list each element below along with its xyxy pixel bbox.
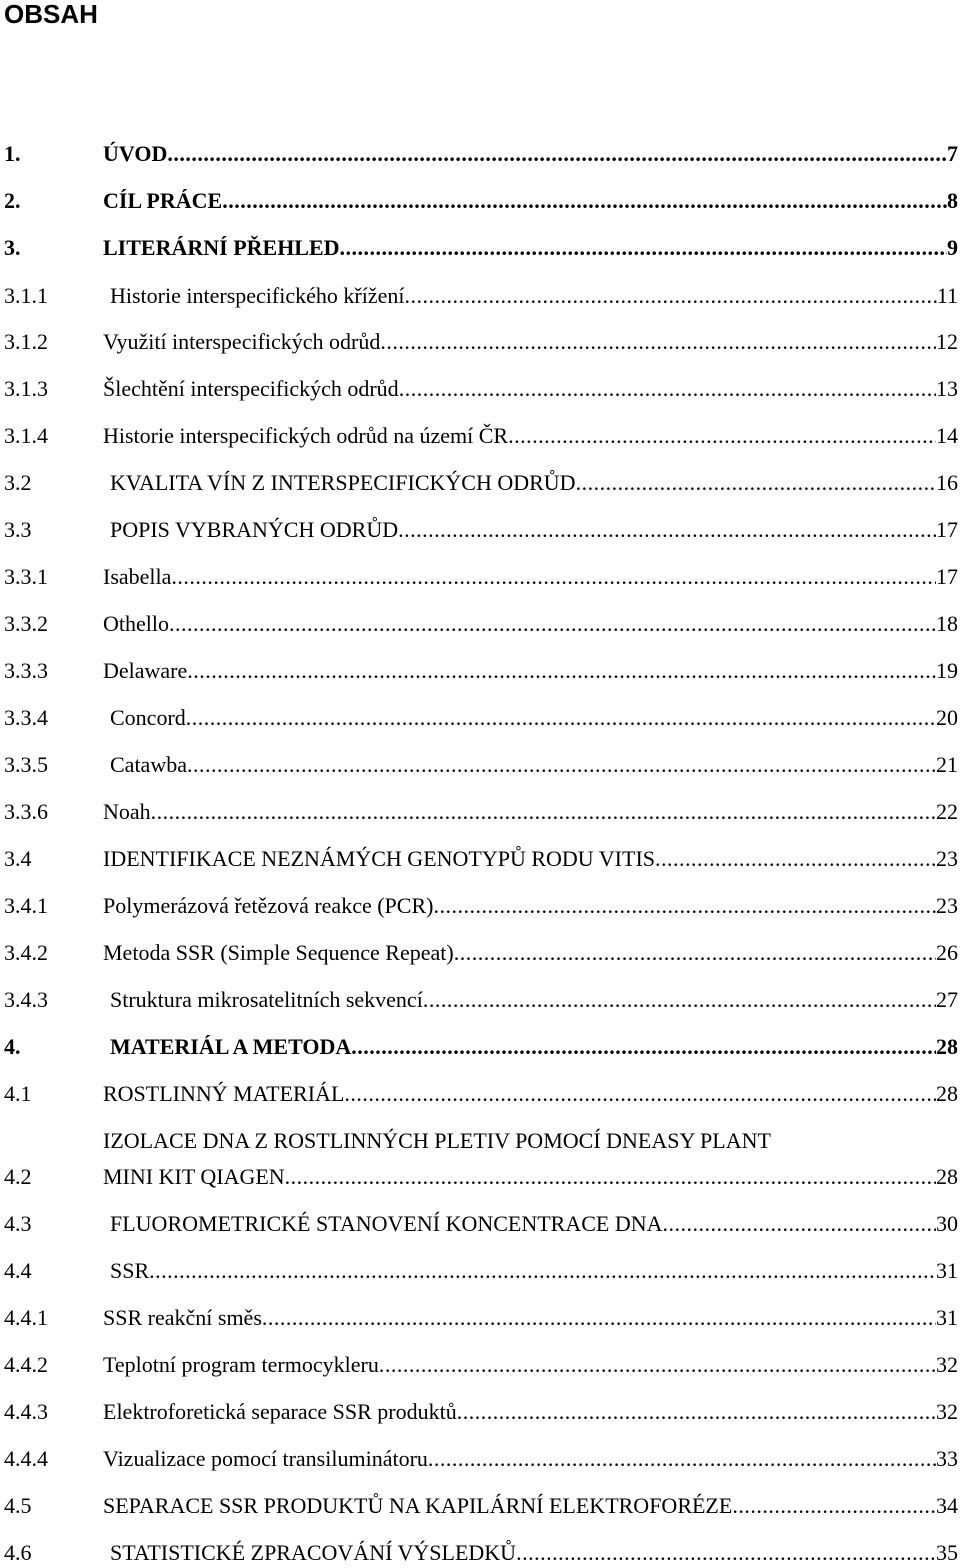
toc-entry-title: Isabella <box>103 564 172 589</box>
toc-entry[interactable] <box>0 703 960 733</box>
toc-entry-page: 14 <box>936 423 958 448</box>
toc-entry-title: Historie interspecifického křížení <box>110 283 405 308</box>
toc-entry-title: Noah <box>103 799 151 824</box>
toc-entry-number: 4.3 <box>4 1211 32 1236</box>
toc-dot-leader <box>151 797 936 827</box>
toc-entry-number: 3.3.2 <box>4 611 48 636</box>
toc-entry-title: ÚVOD <box>103 141 168 166</box>
toc-entry-number: 3.3.1 <box>4 564 48 589</box>
toc-dot-leader <box>169 609 936 639</box>
toc-entry[interactable] <box>0 1538 960 1568</box>
toc-entry-number: 2. <box>4 188 21 213</box>
toc-entry-number: 3.1.2 <box>4 329 48 354</box>
toc-dot-leader <box>285 1162 936 1192</box>
toc-entry-page: 35 <box>936 1540 958 1565</box>
toc-dot-leader <box>576 468 936 498</box>
toc-entry[interactable] <box>0 1162 960 1192</box>
toc-entry[interactable] <box>0 750 960 780</box>
toc-dot-leader <box>262 1303 936 1333</box>
toc-entry-page: 23 <box>936 893 958 918</box>
toc-entry-number: 4.4.2 <box>4 1352 48 1377</box>
toc-entry[interactable] <box>0 1491 960 1521</box>
toc-entry-number: 4.5 <box>4 1493 32 1518</box>
toc-dot-leader <box>187 656 936 686</box>
toc-entry-page: 34 <box>936 1493 958 1518</box>
page-title: OBSAH <box>4 0 98 29</box>
toc-entry-page: 22 <box>936 799 958 824</box>
toc-entry-number: 4. <box>4 1034 21 1059</box>
toc-entry-title: Catawba <box>110 752 187 777</box>
toc-entry[interactable] <box>0 1444 960 1474</box>
toc-dot-leader <box>516 1538 936 1568</box>
toc-entry-page: 17 <box>936 564 958 589</box>
toc-entry-number: 3.4.2 <box>4 940 48 965</box>
toc-entry-title: CÍL PRÁCE <box>103 188 223 213</box>
toc-entry-page: 12 <box>936 329 958 354</box>
toc-entry-title: STATISTICKÉ ZPRACOVÁNÍ VÝSLEDKŮ <box>110 1540 517 1565</box>
toc-entry-page: 9 <box>947 235 958 260</box>
toc-entry-page: 20 <box>936 705 958 730</box>
toc-dot-leader <box>399 374 936 404</box>
toc-entry-title: Šlechtění interspecifických odrůd <box>103 376 399 401</box>
toc-entry[interactable] <box>0 1303 960 1333</box>
toc-entry-number: 3. <box>4 235 21 260</box>
toc-entry-title: SSR <box>110 1258 150 1283</box>
toc-entry-page: 23 <box>936 846 958 871</box>
toc-entry-page: 18 <box>936 611 958 636</box>
toc-entry-page: 28 <box>936 1081 958 1106</box>
toc-dot-leader <box>222 186 947 216</box>
toc-entry-title: KVALITA VÍN Z INTERSPECIFICKÝCH ODRŮD <box>110 470 576 495</box>
toc-entry-number: 3.3.6 <box>4 799 48 824</box>
toc-entry-number: 3.3 <box>4 517 32 542</box>
toc-entry[interactable] <box>0 985 960 1015</box>
toc-entry-page: 32 <box>936 1399 958 1424</box>
toc-dot-leader <box>186 703 936 733</box>
toc-entry-page: 33 <box>936 1446 958 1471</box>
toc-entry-number: 4.6 <box>4 1540 32 1565</box>
toc-dot-leader <box>454 938 936 968</box>
toc-entry-page: 11 <box>936 283 958 308</box>
toc-dot-leader <box>187 750 936 780</box>
toc-entry-page: 19 <box>936 658 958 683</box>
toc-entry-title: Concord <box>110 705 186 730</box>
toc-dot-leader <box>655 844 936 874</box>
toc-dot-leader <box>380 327 936 357</box>
toc-entry[interactable] <box>0 1209 960 1239</box>
toc-entry-title: SSR reakční směs <box>103 1305 262 1330</box>
toc-entry-number: 3.3.3 <box>4 658 48 683</box>
toc-entry[interactable] <box>0 1032 960 1062</box>
toc-dot-leader <box>663 1209 936 1239</box>
toc-entry[interactable] <box>0 515 960 545</box>
toc-entry-number: 3.1.1 <box>4 283 48 308</box>
toc-entry-title: Vizualizace pomocí transiluminátoru <box>103 1446 428 1471</box>
toc-entry-page: 16 <box>936 470 958 495</box>
toc-entry-number: 4.4.4 <box>4 1446 48 1471</box>
toc-entry-number: 3.3.5 <box>4 752 48 777</box>
toc-entry[interactable] <box>0 844 960 874</box>
toc-entry-number: 3.4 <box>4 846 32 871</box>
toc-dot-leader <box>457 1397 936 1427</box>
toc-entry[interactable] <box>0 938 960 968</box>
toc-entry-title-line: IZOLACE DNA Z ROSTLINNÝCH PLETIV POMOCÍ DNEASY PLANT <box>103 1128 771 1153</box>
toc-entry-title: Struktura mikrosatelitních sekvencí <box>110 987 423 1012</box>
toc-entry[interactable] <box>0 797 960 827</box>
toc-entry-number: 3.4.3 <box>4 987 48 1012</box>
toc-entry[interactable] <box>0 281 960 311</box>
toc-entry[interactable] <box>0 139 960 169</box>
toc-entry-title: Othello <box>103 611 169 636</box>
toc-entry-page: 32 <box>936 1352 958 1377</box>
toc-entry-number: 4.4 <box>4 1258 32 1283</box>
toc-entry-title: Historie interspecifických odrůd na území ČR <box>103 423 509 448</box>
toc-entry-page: 27 <box>936 987 958 1012</box>
toc-dot-leader <box>351 1032 936 1062</box>
toc-dot-leader <box>171 562 936 592</box>
toc-entry-number: 3.3.4 <box>4 705 48 730</box>
toc-entry-page: 21 <box>936 752 958 777</box>
toc-entry-number: 4.4.1 <box>4 1305 48 1330</box>
toc-entry-number: 3.4.1 <box>4 893 48 918</box>
toc-entry[interactable] <box>0 327 960 357</box>
toc-entry-number: 4.2 <box>4 1164 32 1189</box>
toc-entry-title: MINI KIT QIAGEN <box>103 1164 285 1189</box>
toc-entry-title: Polymerázová řetězová reakce (PCR) <box>103 893 434 918</box>
toc-entry-title: Delaware <box>103 658 188 683</box>
toc-entry[interactable] <box>0 374 960 404</box>
toc-entry[interactable] <box>0 1256 960 1286</box>
toc-entry-title: ROSTLINNÝ MATERIÁL <box>103 1081 345 1106</box>
toc-entry-title: Využití interspecifických odrůd <box>103 329 381 354</box>
toc-dot-leader <box>379 1350 936 1380</box>
toc-dot-leader <box>732 1491 936 1521</box>
toc-dot-leader <box>433 891 936 921</box>
toc-dot-leader <box>149 1256 936 1286</box>
toc-entry-page: 26 <box>936 940 958 965</box>
toc-entry-page: 31 <box>936 1258 958 1283</box>
toc-entry-title: POPIS VYBRANÝCH ODRŮD <box>110 517 399 542</box>
toc-entry-page: 31 <box>936 1305 958 1330</box>
toc-dot-leader <box>428 1444 936 1474</box>
toc-entry-title: SEPARACE SSR PRODUKTŮ NA KAPILÁRNÍ ELEKTROFORÉZE <box>103 1493 733 1518</box>
toc-entry-title: IDENTIFIKACE NEZNÁMÝCH GENOTYPŮ RODU VITIS <box>103 846 656 871</box>
toc-entry-title: MATERIÁL A METODA <box>110 1034 352 1059</box>
toc-entry-title: Teplotní program termocykleru <box>103 1352 379 1377</box>
toc-entry-page: 30 <box>936 1211 958 1236</box>
toc-entry[interactable] <box>0 1350 960 1380</box>
toc-entry[interactable] <box>0 609 960 639</box>
toc-dot-leader <box>404 281 936 311</box>
toc-dot-leader <box>398 515 936 545</box>
toc-entry-number: 3.1.4 <box>4 423 48 448</box>
toc-entry-page: 17 <box>936 517 958 542</box>
toc-entry[interactable] <box>0 233 960 263</box>
toc-entry-page: 28 <box>936 1034 958 1059</box>
toc-dot-leader <box>344 1079 936 1109</box>
toc-entry-number: 1. <box>4 141 21 166</box>
toc-entry[interactable] <box>0 1397 960 1427</box>
toc-entry[interactable] <box>0 562 960 592</box>
toc-entry-title: Metoda SSR (Simple Sequence Repeat) <box>103 940 454 965</box>
toc-entry-number: 3.2 <box>4 470 32 495</box>
toc-dot-leader <box>167 139 947 169</box>
toc-entry-page: 13 <box>936 376 958 401</box>
toc-entry[interactable] <box>0 468 960 498</box>
toc-entry-title: Elektroforetická separace SSR produktů <box>103 1399 457 1424</box>
toc-entry[interactable] <box>0 1079 960 1109</box>
toc-entry-number: 4.4.3 <box>4 1399 48 1424</box>
toc-entry-title: LITERÁRNÍ PŘEHLED <box>103 235 340 260</box>
toc-entry[interactable] <box>0 656 960 686</box>
toc-entry[interactable] <box>0 421 960 451</box>
toc-dot-leader <box>508 421 936 451</box>
toc-entry-number: 4.1 <box>4 1081 32 1106</box>
toc-dot-leader <box>423 985 936 1015</box>
toc-entry-number: 3.1.3 <box>4 376 48 401</box>
toc-entry-page: 28 <box>936 1164 958 1189</box>
toc-entry-page: 8 <box>947 188 958 213</box>
toc-entry-title: FLUOROMETRICKÉ STANOVENÍ KONCENTRACE DNA <box>110 1211 663 1236</box>
toc-entry[interactable] <box>0 891 960 921</box>
toc-entry[interactable] <box>0 186 960 216</box>
toc-dot-leader <box>340 233 947 263</box>
toc-entry-page: 7 <box>947 141 958 166</box>
